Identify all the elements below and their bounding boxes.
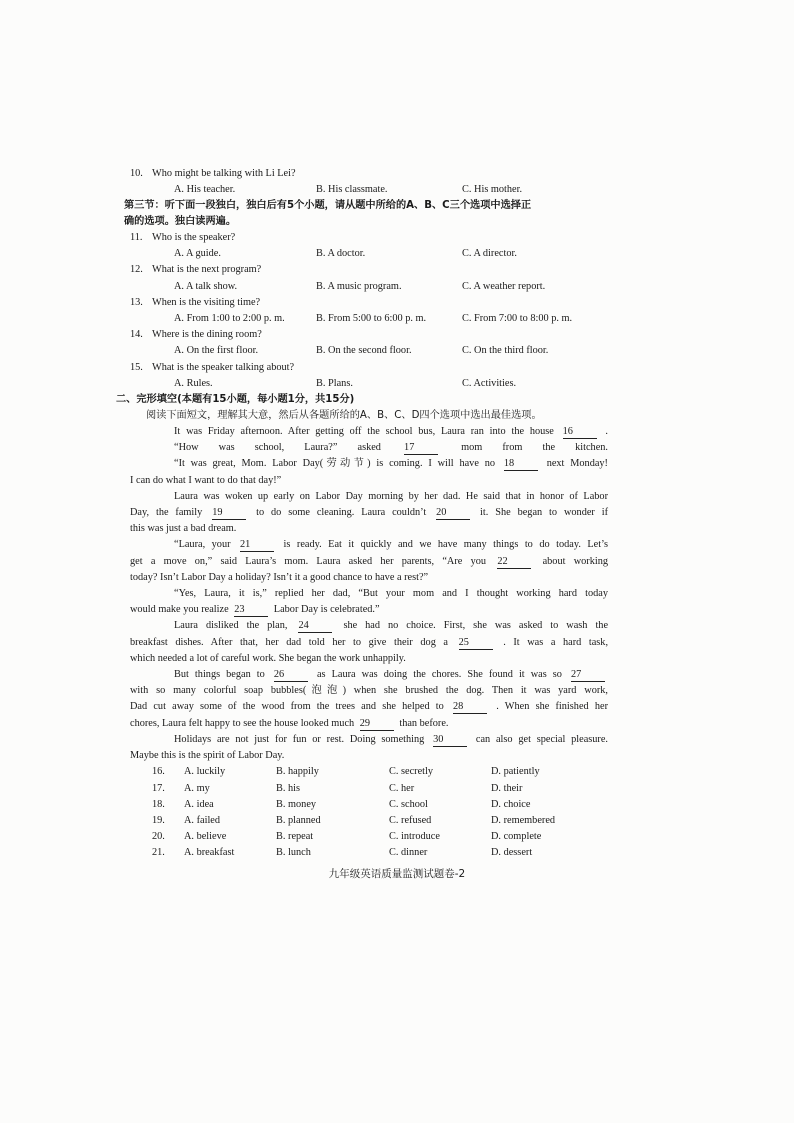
passage-line (130, 635, 608, 651)
option-b: B. His classmate. (316, 184, 388, 196)
blank-21: 21 (240, 539, 274, 552)
choice-b: B. lunch (276, 847, 311, 859)
passage-text: Dad cut away some of the wood from the trees and she helped to (130, 701, 444, 713)
passage-line (130, 489, 608, 505)
choice-number: 17. (152, 782, 165, 794)
passage-text: “How was school, Laura?” asked (174, 442, 381, 454)
blank-28: 28 (453, 701, 487, 714)
choice-c: C. introduce (389, 831, 440, 843)
passage-text: about working (542, 555, 609, 567)
choice-row (130, 764, 608, 780)
passage-line (130, 424, 608, 440)
passage-line (130, 554, 608, 570)
listening-question-list (130, 230, 608, 392)
passage-text: as Laura was doing the chores. She found it was so (316, 669, 562, 681)
question-text: What is the next program? (152, 264, 262, 276)
option-c: C. A director. (462, 248, 517, 260)
choice-d: D. their (491, 782, 523, 794)
blank-17: 17 (404, 442, 438, 455)
choice-a: A. failed (184, 814, 221, 826)
passage-text: than before. (399, 717, 449, 729)
choice-row (130, 797, 608, 813)
passage-line (130, 586, 608, 602)
passage-line (130, 505, 608, 521)
passage-text: get a move on,” said Laura’s mom. Laura asked her parents, “Are you (130, 555, 487, 567)
choice-a: A. believe (184, 831, 227, 843)
passage-text: It was Friday afternoon. After getting off the school bus, Laura ran into the house (174, 426, 554, 438)
question-options (130, 246, 608, 262)
question-number: 15. (130, 361, 143, 373)
option-b: B. A doctor. (316, 248, 366, 260)
passage-text: “Yes, Laura, it is,” replied her dad, “But your mom and I thought working hard today (174, 588, 608, 600)
blank-27: 27 (571, 669, 605, 682)
choice-row (130, 829, 608, 845)
cloze-heading: 二、完形填空(本题有15小题，每小题1分，共15分) (116, 394, 355, 406)
blank-19: 19 (212, 507, 246, 520)
cloze-instruction: 阅读下面短文，理解其大意，然后从各题所给的A、B、C、D四个选项中选出最佳选项。 (146, 409, 542, 421)
question-number: 11. (130, 232, 143, 243)
choice-row (130, 845, 608, 861)
listening-question (130, 262, 608, 278)
passage-text: would make you realize (130, 604, 229, 616)
listening-question (130, 230, 608, 246)
section-3-line-2: 确的选项。独白读两遍。 (124, 216, 237, 228)
passage-text: . When she finished her (496, 701, 609, 713)
choice-number: 20. (152, 831, 165, 843)
passage-line (130, 473, 608, 489)
blank-16: 16 (563, 426, 597, 439)
passage-line (130, 716, 608, 732)
choice-b: B. his (276, 782, 301, 794)
passage-text: mom from the kitchen. (461, 442, 608, 454)
passage-text: “Laura, your (174, 539, 231, 551)
passage-line (130, 748, 608, 764)
passage-line (130, 570, 608, 586)
choice-b: B. planned (276, 814, 321, 826)
blank-22: 22 (497, 556, 531, 569)
passage-line (130, 699, 608, 715)
exam-sheet (116, 166, 609, 862)
question-number: 12. (130, 264, 143, 276)
choice-a: A. my (184, 782, 210, 794)
choice-b: B. repeat (276, 831, 314, 843)
option-b: B. From 5:00 to 6:00 p. m. (316, 313, 427, 325)
blank-24: 24 (298, 620, 332, 633)
passage-text: I can do what I want to do that day!” (130, 474, 282, 486)
passage-text: Holidays are not just for fun or rest. Doing something (174, 733, 425, 745)
question-number: 10. (130, 168, 143, 179)
question-text: What is the speaker talking about? (152, 361, 295, 373)
question-10-options (130, 182, 608, 198)
listening-question (130, 327, 608, 343)
option-c: C. Activities. (462, 377, 517, 389)
page-footer: 九年级英语质量监测试题卷-2 (328, 868, 466, 880)
blank-20: 20 (436, 507, 470, 520)
passage-line (130, 440, 608, 456)
passage-text: chores, Laura felt happy to see the house looked much (130, 717, 355, 729)
option-a: A. His teacher. (174, 184, 236, 196)
choice-b: B. happily (276, 766, 319, 778)
passage-text: Laura disliked the plan, (174, 620, 288, 632)
choice-a: A. breakfast (184, 847, 235, 859)
cloze-choice-list (130, 764, 608, 861)
option-b: B. Plans. (316, 377, 353, 389)
choice-a: A. luckily (184, 766, 226, 778)
passage-text: which needed a lot of careful work. She began the work unhappily. (130, 652, 406, 664)
blank-25: 25 (459, 637, 493, 650)
question-number: 13. (130, 296, 143, 308)
blank-29: 29 (360, 718, 394, 731)
choice-row (130, 781, 608, 797)
option-b: B. On the second floor. (316, 345, 412, 357)
choice-row (130, 813, 608, 829)
question-number: 14. (130, 329, 143, 341)
option-c: C. His mother. (462, 184, 523, 196)
passage-text: “It was great, Mom. Labor Day(劳动节) is coming. I will have no (174, 458, 496, 470)
question-text: Who is the speaker? (152, 232, 236, 243)
passage-text: Day, the family (130, 507, 203, 519)
question-options (130, 376, 608, 392)
choice-d: D. dessert (491, 847, 533, 859)
passage-text: . It was a hard task, (503, 636, 609, 648)
choice-number: 16. (152, 766, 165, 778)
passage-text: is ready. Eat it quickly and we have many things to do today. Let’s (283, 539, 608, 551)
passage-line (130, 456, 608, 472)
choice-number: 19. (152, 814, 165, 826)
choice-a: A. idea (184, 798, 214, 810)
choice-c: C. her (389, 782, 415, 794)
listening-question (130, 295, 608, 311)
passage-line (130, 618, 608, 634)
choice-c: C. school (389, 798, 428, 810)
question-options (130, 279, 608, 295)
option-a: A. On the first floor. (174, 345, 259, 357)
passage-text: today? Isn’t Labor Day a holiday? Isn’t it a good chance to have a rest?” (130, 571, 429, 583)
blank-30: 30 (433, 734, 467, 747)
cloze-passage (130, 424, 608, 764)
passage-text: . (605, 426, 608, 438)
passage-text: But things began to (174, 669, 265, 681)
choice-d: D. choice (491, 798, 531, 810)
question-options (130, 311, 608, 327)
question-text: Who might be talking with Li Lei? (152, 168, 296, 179)
question-text: Where is the dining room? (152, 329, 262, 341)
choice-d: D. patiently (491, 766, 540, 778)
blank-23: 23 (234, 604, 268, 617)
passage-text: this was just a bad dream. (130, 523, 237, 535)
option-c: C. A weather report. (462, 280, 546, 292)
passage-text: can also get special pleasure. (475, 733, 608, 745)
passage-text: with so many colorful soap bubbles(泡泡) when she brushed the dog. Then it was yard work, (130, 685, 608, 697)
blank-26: 26 (274, 669, 308, 682)
option-c: C. From 7:00 to 8:00 p. m. (462, 313, 573, 325)
section-3-line-1: 第三节：听下面一段独白，独白后有5个小题，请从题中所给的A、B、C三个选项中选择正 (124, 200, 532, 212)
question-text: When is the visiting time? (152, 296, 261, 308)
passage-text: breakfast dishes. After that, her dad told her to give their dog a (130, 636, 449, 648)
option-c: C. On the third floor. (462, 345, 549, 357)
passage-text: Laura was woken up early on Labor Day morning by her dad. He said that in honor of Labor (174, 490, 608, 502)
passage-text: Maybe this is the spirit of Labor Day. (130, 750, 285, 762)
passage-line (130, 537, 608, 553)
option-a: A. A talk show. (174, 280, 238, 292)
passage-line (130, 732, 608, 748)
choice-b: B. money (276, 798, 317, 810)
question-10 (130, 166, 608, 182)
passage-line (130, 602, 608, 618)
choice-number: 21. (152, 847, 165, 859)
passage-text: Labor Day is celebrated.” (273, 604, 380, 616)
option-b: B. A music program. (316, 280, 402, 292)
listening-question (130, 360, 608, 376)
passage-text: to do some cleaning. Laura couldn’t (256, 507, 427, 519)
choice-c: C. refused (389, 814, 432, 826)
choice-number: 18. (152, 798, 165, 810)
passage-line (130, 667, 608, 683)
choice-c: C. dinner (389, 847, 428, 859)
option-a: A. From 1:00 to 2:00 p. m. (174, 313, 285, 325)
option-a: A. A guide. (174, 248, 221, 260)
passage-text: it. She began to wonder if (480, 507, 609, 519)
option-a: A. Rules. (174, 377, 213, 389)
choice-d: D. complete (491, 831, 542, 843)
passage-line (130, 521, 608, 537)
passage-text: she had no choice. First, she was asked to wash the (343, 620, 609, 632)
section-3-instructions (124, 198, 608, 230)
choice-d: D. remembered (491, 814, 556, 826)
passage-line (130, 651, 608, 667)
passage-line (130, 683, 608, 699)
passage-text: next Monday! (546, 458, 608, 470)
blank-18: 18 (504, 458, 538, 471)
choice-c: C. secretly (389, 766, 434, 778)
question-options (130, 343, 608, 359)
